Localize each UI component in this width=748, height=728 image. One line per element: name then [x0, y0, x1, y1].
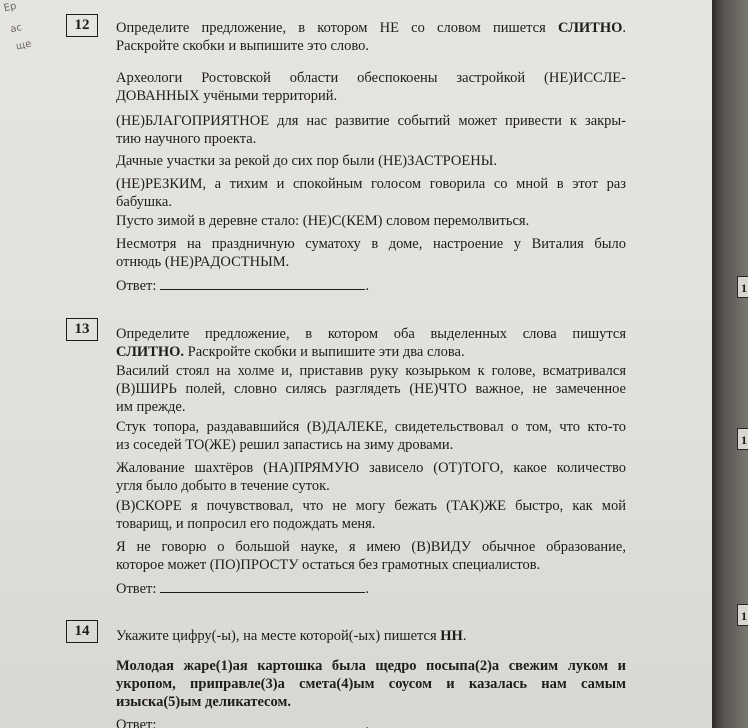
q12-sentence-4-line-2: бабушка.	[116, 194, 172, 210]
q12-answer-label: Ответ:	[116, 278, 157, 294]
q13-answer-label: Ответ:	[116, 581, 157, 597]
q12-answer-field[interactable]	[160, 277, 365, 290]
q12-sentence-6-line-2: отнюдь (НЕ)РАДОСТНЫМ.	[116, 254, 290, 270]
q14-prompt-text: Укажите цифру(-ы), на месте которой(-ых) пишется	[116, 628, 441, 644]
q13-sentence-4-line-2: товарищ, и попросил его подождать меня.	[116, 516, 376, 532]
q13-prompt-text: Раскройте скобки и выпишите эти два слова.	[184, 344, 465, 360]
margin-fragment: ще	[15, 38, 33, 53]
margin-fragment: Ер	[2, 0, 18, 15]
q12-prompt-emphasis: СЛИТНО	[557, 20, 623, 36]
q14-prompt-period: .	[462, 628, 467, 644]
q12-sentence-1-line-2: ДОВАННЫХ учёными территорий.	[116, 88, 338, 104]
q13-sentence-3-line-2: угля было добыто в течение суток.	[116, 478, 330, 494]
q13-sentence-4-line-1: (В)СКОРЕ я почувствовал, что не могу бежать (ТАК)ЖЕ быстро, как мой	[116, 498, 626, 514]
question-number-14: 14	[66, 620, 98, 643]
q13-prompt-line-1: Определите предложение, в котором оба выделенных слова пишутся	[116, 326, 626, 342]
adjacent-question-box: 1	[737, 276, 748, 298]
q13-answer-end: .	[365, 581, 369, 597]
q12-answer-end: .	[365, 278, 369, 294]
q14-answer-row	[116, 716, 369, 728]
q12-sentence-6-line-1: Несмотря на праздничную суматоху в доме, настроение у Виталия было	[116, 236, 626, 252]
q13-prompt-line-2	[116, 343, 465, 361]
q14-answer-field[interactable]	[160, 716, 365, 728]
q13-sentence-3-line-1: Жалование шахтёров (НА)ПРЯМУЮ зависело (ОТ)ТОГО, какое количество	[116, 460, 626, 476]
q13-sentence-5-line-1: Я не говорю о большой науке, я имею (В)ВИДУ обычное образование,	[116, 539, 626, 555]
q12-prompt-text: Определите предложение, в котором НЕ со словом пишется	[116, 20, 558, 36]
q13-answer-field[interactable]	[160, 580, 365, 593]
q13-prompt-emphasis: СЛИТНО.	[116, 344, 185, 360]
q14-prompt	[116, 627, 466, 645]
q12-sentence-2-line-2: тию научного проекта.	[116, 131, 257, 147]
q14-sentence-line-3: изыска(5)ым деликатесом.	[116, 694, 291, 710]
q12-sentence-5: Пусто зимой в деревне стало: (НЕ)С(КЕМ) словом перемолвиться.	[116, 213, 530, 229]
q12-prompt-line-1	[116, 19, 626, 37]
adjacent-question-box: 1	[737, 428, 748, 450]
q13-sentence-2-line-2: из соседей ТО(ЖЕ) решил запастись на зиму дровами.	[116, 437, 454, 453]
q12-sentence-3: Дачные участки за рекой до сих пор были (НЕ)ЗАСТРОЕНЫ.	[116, 153, 497, 169]
q13-sentence-1-line-1: Василий стоял на холме и, приставив руку козырьком к голове, всматривался	[116, 363, 626, 379]
left-margin-fragments	[0, 0, 36, 68]
q13-sentence-1-line-3: им прежде.	[116, 399, 186, 415]
q14-sentence-line-2: укропом, приправле(3)а смета(4)ым соусом и казалась нам самым	[116, 676, 626, 692]
adjacent-question-box: 1	[737, 604, 748, 626]
q12-sentence-1-line-1: Археологи Ростовской области обеспокоены застройкой (НЕ)ИССЛЕ-	[116, 70, 626, 86]
q12-sentence-4-line-1: (НЕ)РЕЗКИМ, а тихим и спокойным голосом говорила со мной в этот раз	[116, 176, 626, 192]
q14-answer-label: Ответ:	[116, 717, 157, 728]
q13-sentence-1-line-2: (В)ШИРЬ полей, словно силясь разглядеть (НЕ)ЧТО важное, не замеченное	[116, 381, 626, 397]
q13-sentence-2-line-1: Стук топора, раздававшийся (В)ДАЛЕКЕ, свидетельствовал о том, что кто-то	[116, 419, 626, 435]
q12-prompt-line-2: Раскройте скобки и выпишите это слово.	[116, 38, 370, 54]
q12-sentence-2-line-1: (НЕ)БЛАГОПРИЯТНОЕ для нас развитие событий может привести к закры-	[116, 113, 626, 129]
q12-prompt-period: .	[622, 20, 626, 36]
q14-answer-end: .	[365, 717, 369, 728]
q12-answer-row	[116, 277, 369, 295]
q14-prompt-emphasis: НН	[440, 628, 463, 644]
q13-sentence-5-line-2: которое может (ПО)ПРОСТУ остаться без грамотных специалистов.	[116, 557, 541, 573]
question-number-12: 12	[66, 14, 98, 37]
margin-fragment: ас	[9, 22, 23, 36]
q14-sentence-line-1: Молодая жаре(1)ая картошка была щедро посыпа(2)а свежим луком и	[116, 658, 626, 674]
question-number-13: 13	[66, 318, 98, 341]
q13-answer-row	[116, 580, 369, 598]
